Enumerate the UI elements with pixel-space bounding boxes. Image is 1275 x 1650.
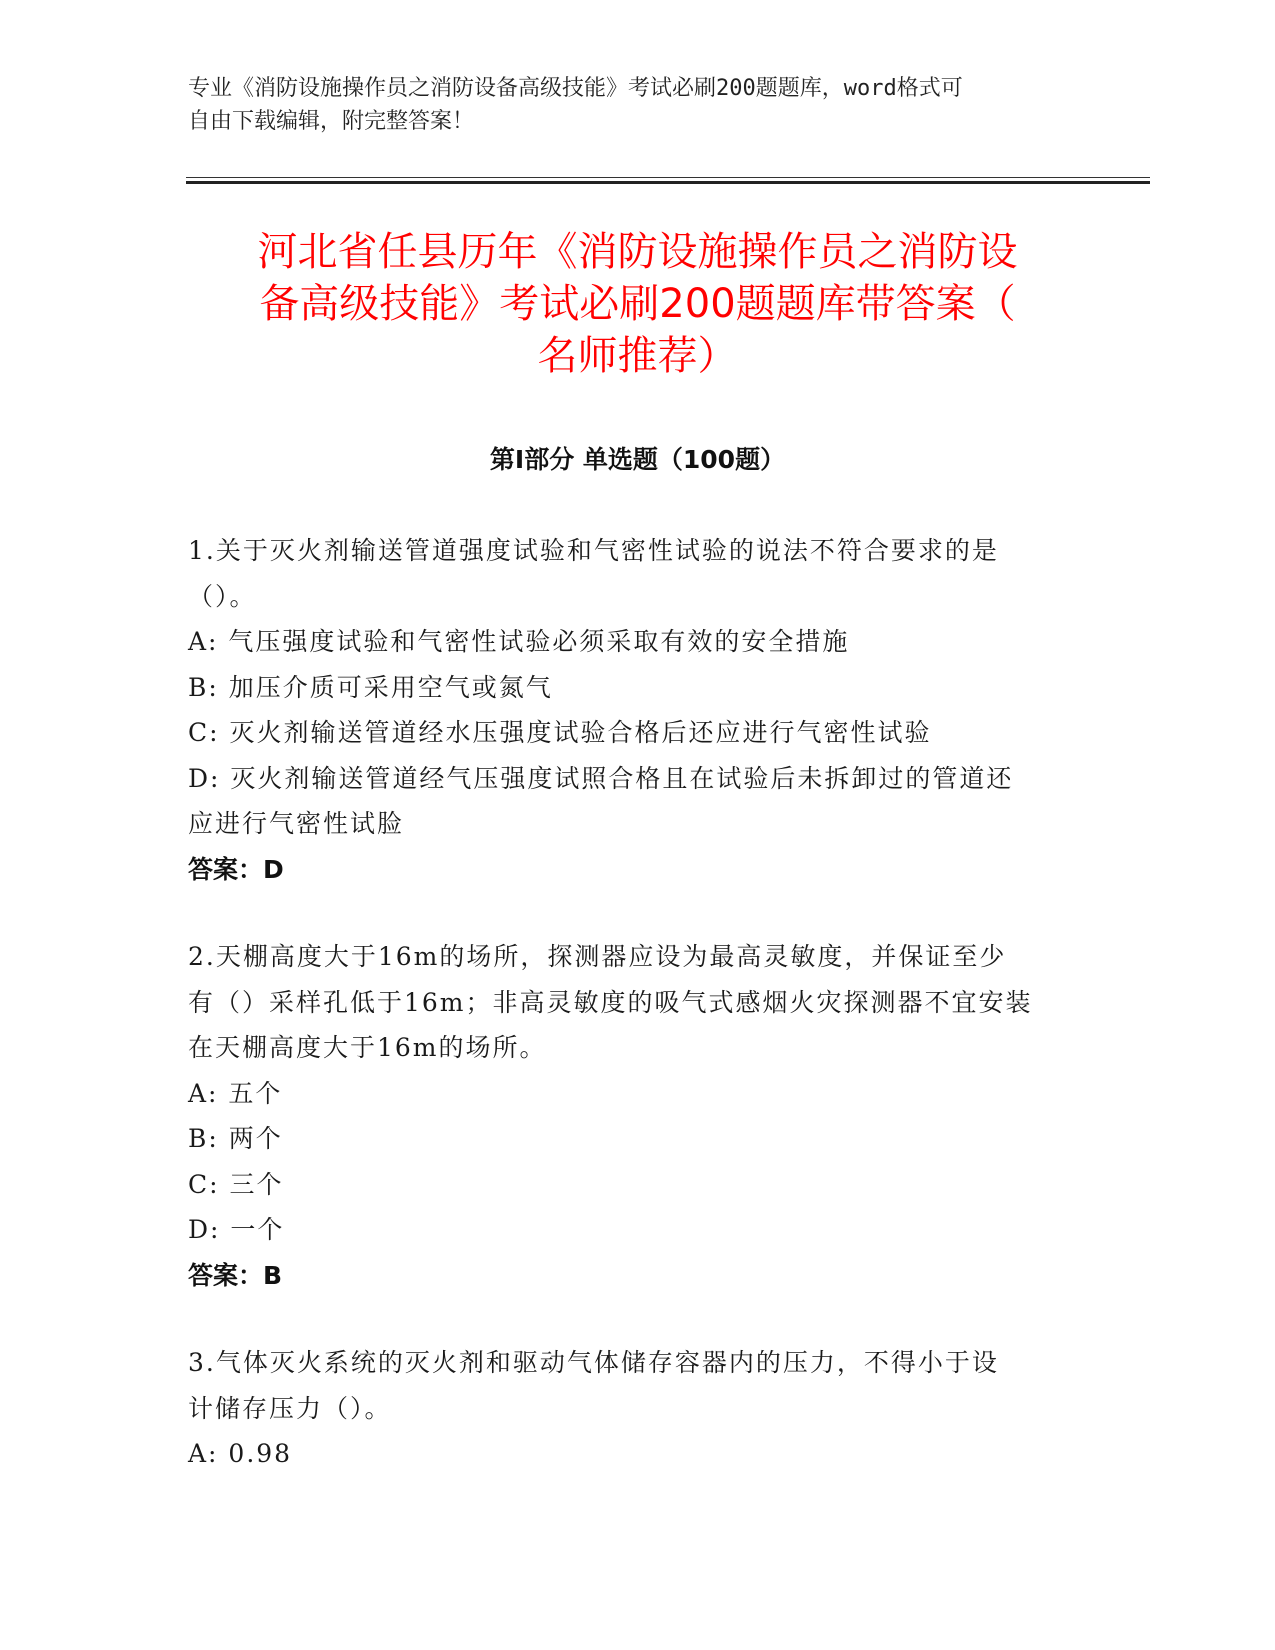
title-line: 河北省任县历年《消防设施操作员之消防设	[257, 229, 1018, 275]
question-stem: 1.关于灭火剂输送管道强度试验和气密性试验的说法不符合要求的是	[188, 536, 999, 565]
option-d-continued: 应进行气密性试脸	[188, 809, 405, 838]
option-a: A: 气压强度试验和气密性试验必须采取有效的安全措施	[188, 627, 850, 656]
option-c: C: 三个	[188, 1169, 284, 1199]
header-divider-thick	[186, 181, 1150, 184]
question-2	[188, 934, 1088, 1298]
option-b: B: 加压介质可采用空气或氮气	[188, 672, 553, 702]
question-stem: 计储存压力（）。	[188, 1393, 392, 1423]
answer: 答案：D	[188, 854, 284, 884]
question-stem: 有（）采样孔低于16m；非高灵敏度的吸气式感烟火灾探测器不宜安装	[188, 987, 1033, 1017]
question-stem: （）。	[188, 581, 257, 611]
option-d: D: 灭火剂输送管道经气压强度试照合格且在试验后未拆卸过的管道还	[188, 763, 1014, 793]
title-line: 备高级技能》考试必刷200题题库带答案（	[259, 281, 1016, 327]
header-note-line: 自由下载编辑，附完整答案！	[188, 109, 475, 134]
document-title	[170, 226, 1105, 382]
question-stem: 2.天棚高度大于16m的场所，探测器应设为最高灵敏度，并保证至少	[188, 942, 1007, 971]
option-a: A: 0.98	[188, 1439, 293, 1468]
question-1	[188, 528, 1088, 892]
question-stem: 3.气体灭火系统的灭火剂和驱动气体储存容器内的压力，不得小于设	[188, 1348, 999, 1377]
question-3	[188, 1340, 1088, 1477]
option-c: C: 灭火剂输送管道经水压强度试验合格后还应进行气密性试验	[188, 718, 932, 747]
question-stem: 在天棚高度大于16m的场所。	[188, 1033, 547, 1062]
title-line: 名师推荐）	[537, 333, 738, 379]
header-divider-thin	[186, 177, 1150, 178]
option-b: B: 两个	[188, 1124, 283, 1153]
header-note-line: 专业《消防设施操作员之消防设备高级技能》考试必刷200题题库，word格式可	[188, 76, 963, 101]
question-list	[188, 528, 1088, 1519]
answer: 答案：B	[188, 1260, 283, 1290]
option-d: D: 一个	[188, 1215, 285, 1244]
header-note	[188, 72, 1068, 138]
section-heading: 第Ⅰ部分 单选题（100题）	[489, 445, 786, 474]
option-a: A: 五个	[188, 1078, 283, 1108]
